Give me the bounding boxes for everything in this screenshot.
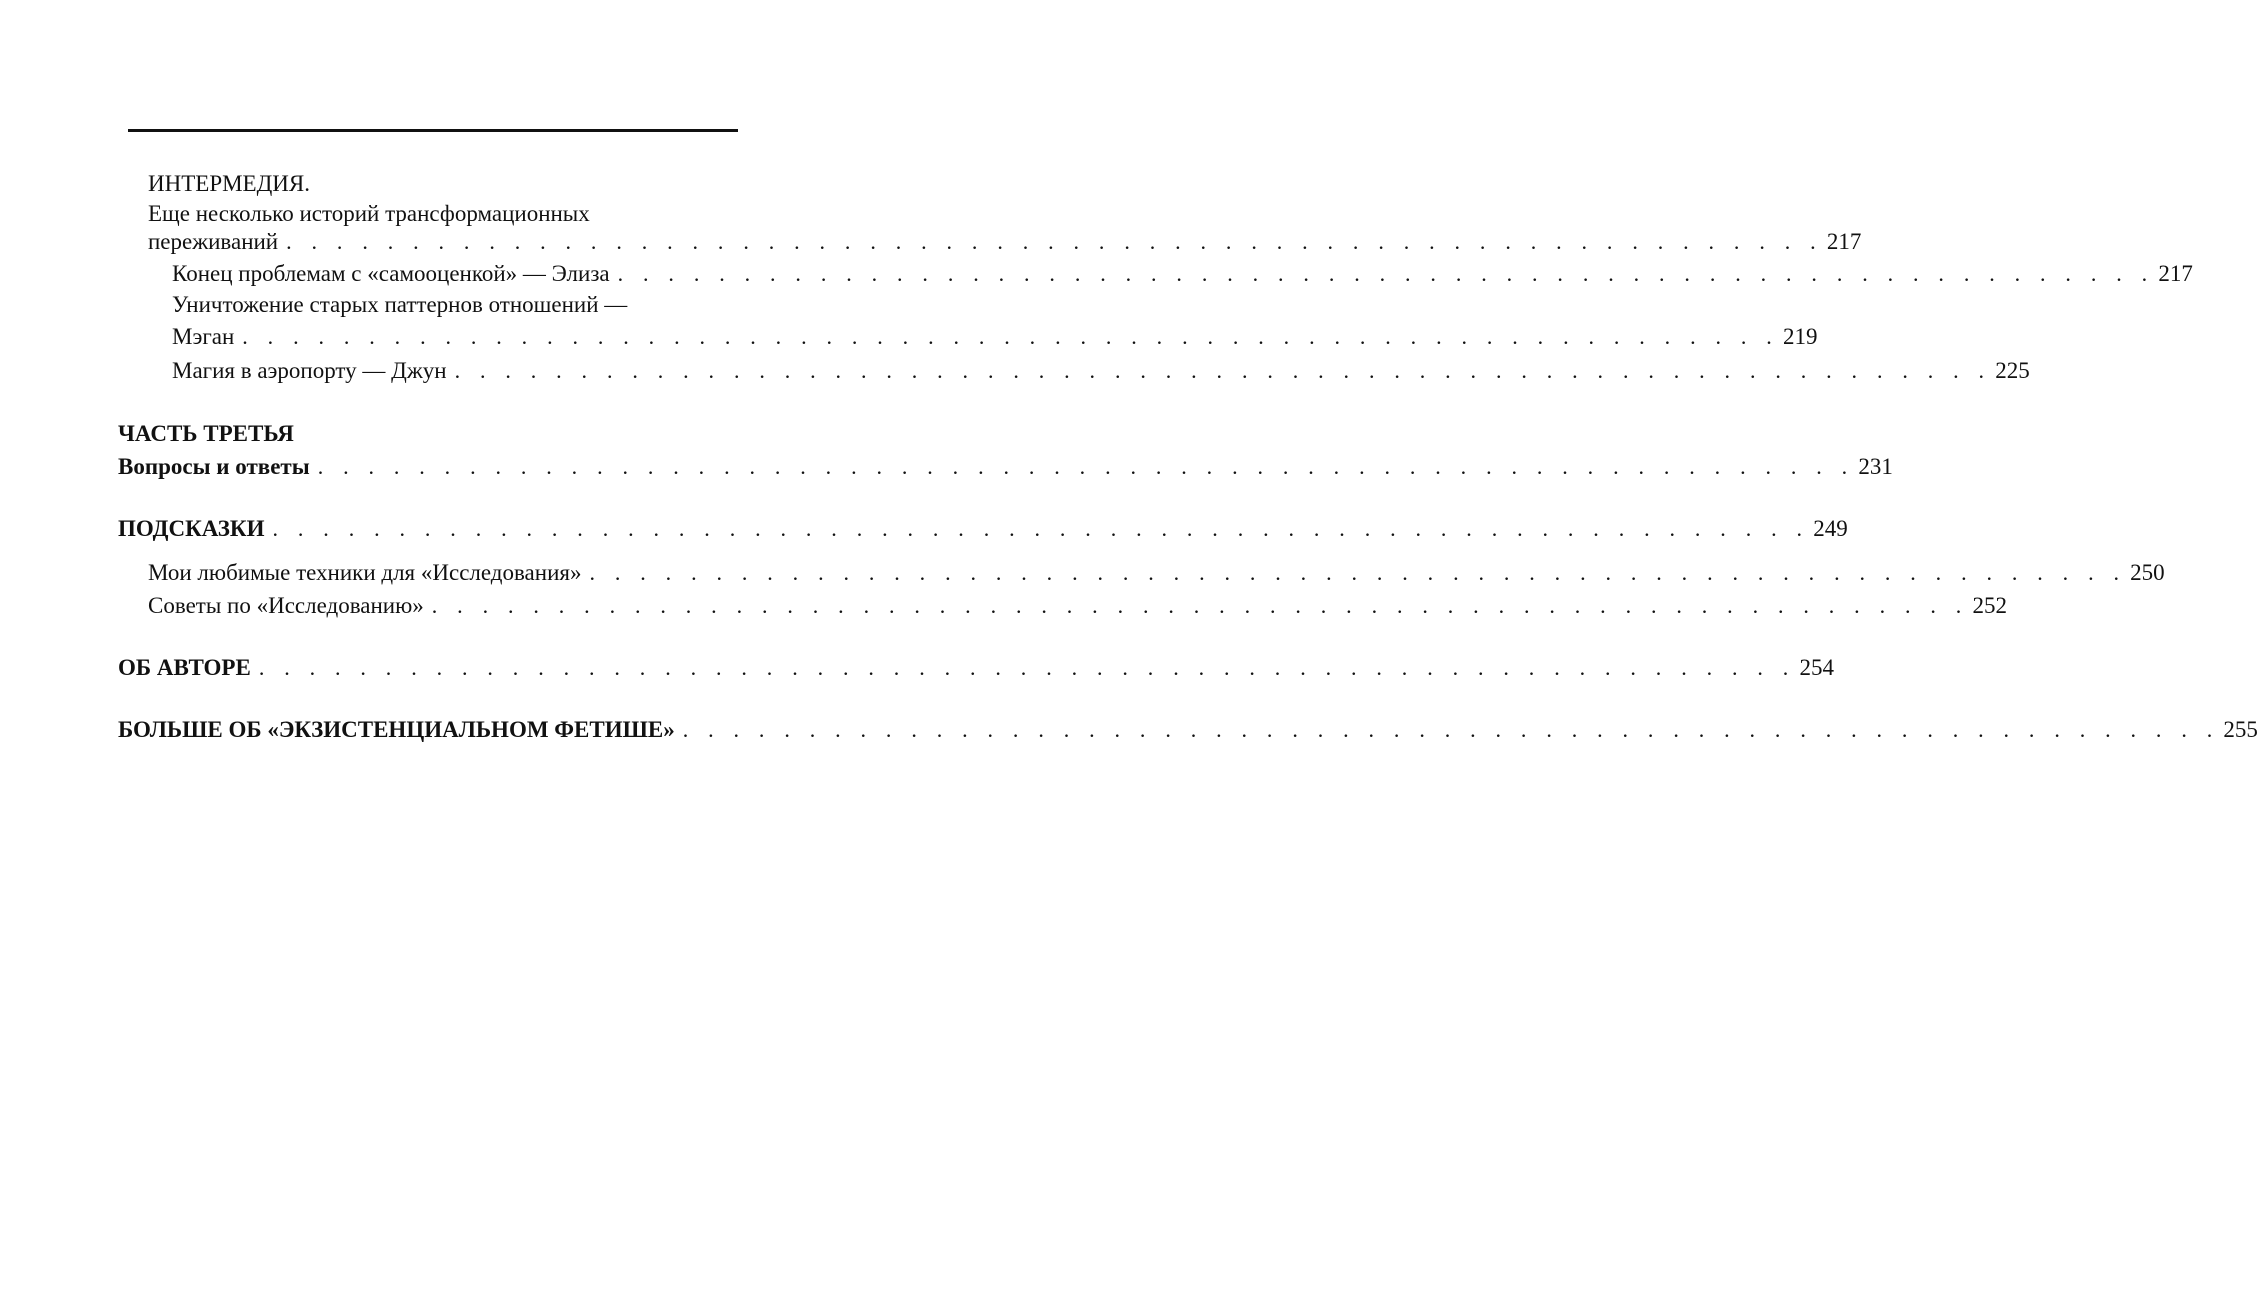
toc-entry-title: Мои любимые техники для «Исследования» [148, 560, 582, 585]
toc-page-number: 252 [1972, 593, 2007, 618]
toc-page-number: 217 [2158, 261, 2193, 286]
dot-leader: . . . . . . . . . . . . . . . . . . . . . . . . . . . . . . . . . . . . . . . . . . . . . . . . . . . . . . . . . . . . . [242, 324, 1779, 349]
toc-entry-title: Вопросы и ответы [118, 454, 310, 479]
toc-page-number: 249 [1813, 516, 1848, 541]
toc-page-number: 254 [1799, 655, 1835, 680]
toc-page-number: 255 [2223, 717, 2258, 742]
toc-page-number: 225 [1995, 358, 2030, 383]
interlude-title-line1: Еще несколько историй трансформационных [148, 201, 590, 226]
toc-entry-title: Конец проблемам с «самооценкой» — Элиза [172, 261, 610, 286]
toc-entry-eliza[interactable] [172, 260, 2193, 288]
toc-entry-more[interactable] [118, 716, 2258, 744]
dot-leader: . . . . . . . . . . . . . . . . . . . . . . . . . . . . . . . . . . . . . . . . . . . . . . . . . . . . . . . . . . . . . [258, 655, 1796, 680]
toc-page-number: 217 [1826, 229, 1862, 254]
dot-leader: . . . . . . . . . . . . . . . . . . . . . . . . . . . . . . . . . . . . . . . . . . . . . . . . . . . . . . . . . . . . . [286, 229, 1823, 254]
toc-page-number: 219 [1782, 324, 1818, 349]
toc-entry-megan-line1: Уничтожение старых паттернов отношений — [172, 292, 628, 317]
toc-entry-title: ОБ АВТОРЕ [118, 655, 251, 680]
dot-leader: . . . . . . . . . . . . . . . . . . . . . . . . . . . . . . . . . . . . . . . . . . . . . . . . . . . . . . . . . . . . . [617, 261, 2155, 286]
toc-page-number: 250 [2130, 560, 2165, 585]
interlude-heading: ИНТЕРМЕДИЯ. [148, 171, 310, 196]
toc-entry-hints[interactable] [118, 515, 1848, 543]
toc-entry-title: переживаний [148, 229, 279, 254]
toc-page-number: 231 [1858, 454, 1893, 479]
dot-leader: . . . . . . . . . . . . . . . . . . . . . . . . . . . . . . . . . . . . . . . . . . . . . . . . . . . . . . . . . . . . . [272, 516, 1810, 541]
toc-entry-title: Магия в аэропорту — Джун [172, 358, 447, 383]
toc-entry-title: Мэган [172, 324, 235, 349]
toc-entry-title: БОЛЬШЕ ОБ «ЭКЗИСТЕНЦИАЛЬНОМ ФЕТИШЕ» [118, 717, 675, 742]
part3-heading: ЧАСТЬ ТРЕТЬЯ [118, 421, 294, 446]
dot-leader: . . . . . . . . . . . . . . . . . . . . . . . . . . . . . . . . . . . . . . . . . . . . . . . . . . . . . . . . . . . . . [454, 358, 1992, 383]
dot-leader: . . . . . . . . . . . . . . . . . . . . . . . . . . . . . . . . . . . . . . . . . . . . . . . . . . . . . . . . . . . . . [317, 454, 1855, 479]
toc-entry-june[interactable] [172, 357, 2030, 385]
dot-leader: . . . . . . . . . . . . . . . . . . . . . . . . . . . . . . . . . . . . . . . . . . . . . . . . . . . . . . . . . . . . . [589, 560, 2127, 585]
toc-entry-interlude[interactable] [148, 228, 1862, 256]
toc-entry-megan[interactable] [172, 323, 1818, 351]
dot-leader: . . . . . . . . . . . . . . . . . . . . . . . . . . . . . . . . . . . . . . . . . . . . . . . . . . . . . . . . . . . . . [682, 717, 2220, 742]
toc-entry-about[interactable] [118, 654, 1835, 682]
toc-entry-qa[interactable] [118, 453, 1893, 481]
toc-entry-tips[interactable] [148, 592, 2007, 620]
toc-entry-techniques[interactable] [148, 559, 2165, 587]
toc-entry-title: Советы по «Исследованию» [148, 593, 424, 618]
toc-entry-title: ПОДСКАЗКИ [118, 516, 265, 541]
dot-leader: . . . . . . . . . . . . . . . . . . . . . . . . . . . . . . . . . . . . . . . . . . . . . . . . . . . . . . . . . . . . . [431, 593, 1969, 618]
top-rule [128, 129, 738, 132]
